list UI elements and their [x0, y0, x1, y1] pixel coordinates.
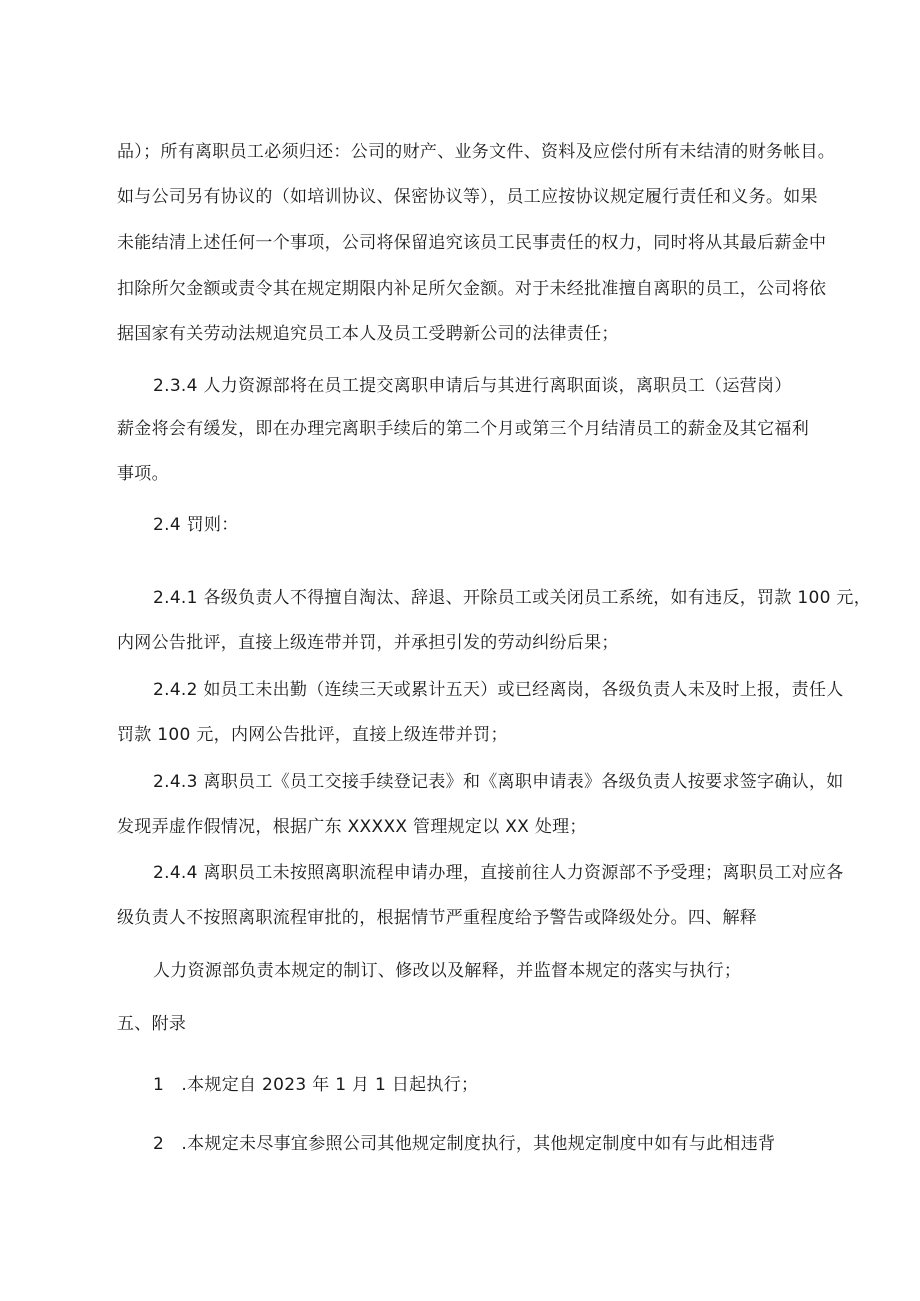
section-heading-appendix: 五、附录: [117, 1014, 187, 1034]
section-heading-penalties: 2.4 罚则：: [153, 515, 239, 535]
paragraph-line-2: 如与公司另有协议的（如培训协议、保密协议等），员工应按协议规定履行责任和义务。如果: [117, 187, 818, 207]
paragraph-line-13: 罚款 100 元，内网公告批评，直接上级连带并罚；: [117, 725, 508, 745]
paragraph-line-11: 内网公告批评，直接上级连带并罚，并承担引发的劳动纠纷后果；: [117, 633, 619, 653]
paragraph-line-18: 人力资源部负责本规定的制订、修改以及解释，并监督本规定的落实与执行；: [153, 961, 742, 981]
paragraph-line-14: 2.4.3 离职员工《员工交接手续登记表》和《离职申请表》各级负责人按要求签字确认，如: [153, 772, 844, 792]
appendix-item-2: 2 .本规定未尽事宜参照公司其他规定制度执行，其他规定制度中如有与此相违背: [153, 1134, 776, 1154]
paragraph-line-7: 薪金将会有缓发，即在办理完离职手续后的第二个月或第三个月结清员工的薪金及其它福利: [117, 419, 809, 439]
paragraph-line-6: 2.3.4 人力资源部将在员工提交离职申请后与其进行离职面谈，离职员工（运营岗）: [153, 376, 792, 396]
paragraph-line-1: 品）；所有离职员工必须归还：公司的财产、业务文件、资料及应偿付所有未结清的财务帐目。: [117, 142, 836, 162]
paragraph-line-15: 发现弄虚作假情况，根据广东 XXXXX 管理规定以 XX 处理；: [117, 817, 587, 837]
paragraph-line-3: 未能结清上述任何一个事项，公司将保留追究该员工民事责任的权力，同时将从其最后薪金中: [117, 233, 827, 253]
paragraph-line-8: 事项。: [117, 464, 169, 484]
appendix-item-1: 1 .本规定自 2023 年 1 月 1 日起执行；: [153, 1075, 479, 1095]
paragraph-line-17: 级负责人不按照离职流程审批的，根据情节严重程度给予警告或降级处分。四、解释: [117, 908, 758, 928]
paragraph-line-4: 扣除所欠金额或责令其在规定期限内补足所欠金额。对于未经批准擅自离职的员工，公司将依: [117, 279, 827, 299]
paragraph-line-5: 据国家有关劳动法规追究员工本人及员工受聘新公司的法律责任；: [117, 324, 619, 344]
paragraph-line-10: 2.4.1 各级负责人不得擅自淘汰、辞退、开除员工或关闭员工系统，如有违反，罚款 100 元，: [153, 588, 872, 608]
paragraph-line-12: 2.4.2 如员工未出勤（连续三天或累计五天）或已经离岗，各级负责人未及时上报，责任人: [153, 680, 844, 700]
paragraph-line-16: 2.4.4 离职员工未按照离职流程申请办理，直接前往人力资源部不予受理；离职员工对应各: [153, 863, 844, 883]
